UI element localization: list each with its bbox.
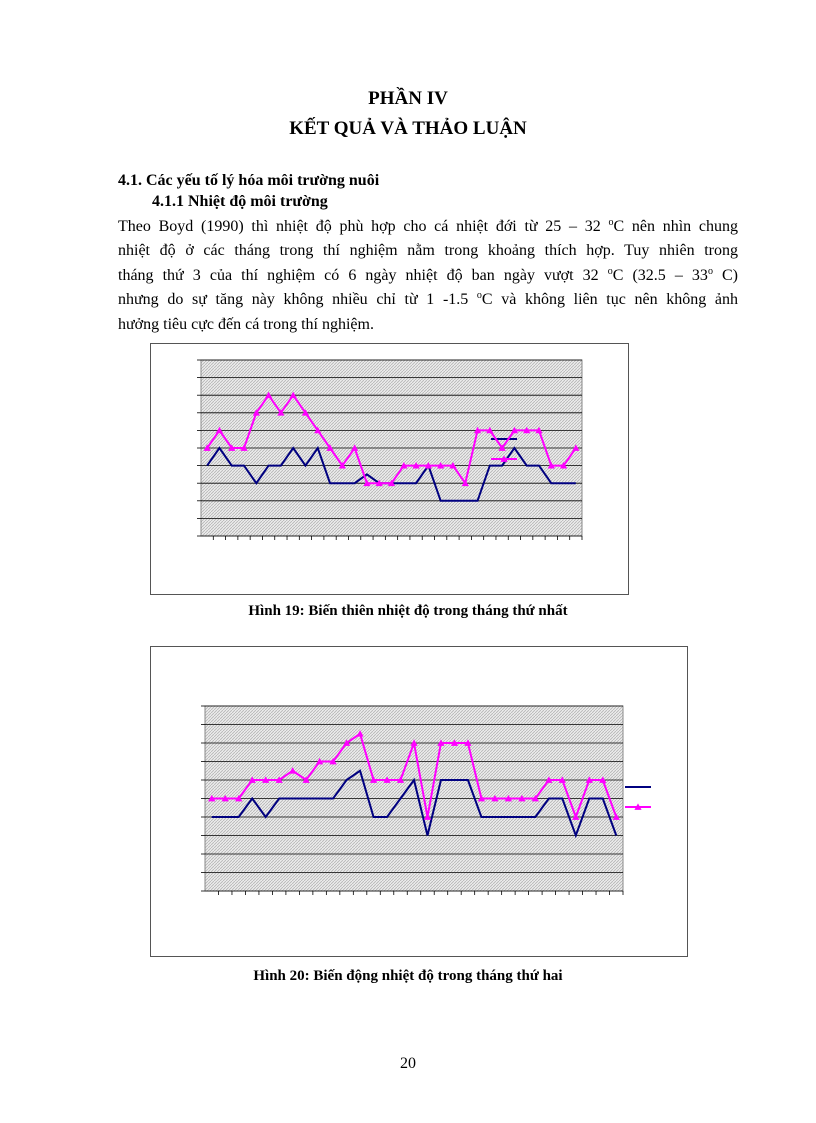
text-run: nhưng do sự tăng này không nhiều chỉ từ 1 -1.5 [118, 291, 477, 309]
degree-mark: o [607, 265, 613, 277]
text-run: C và không liên tục nên không ảnh [481, 291, 738, 309]
text-run: C nên nhìn chung [613, 218, 738, 235]
paragraph-line-2: nhiệt độ ở các tháng trong thí nghiệm nằm trong khoảng thích hợp. Tuy nhiên trong [118, 242, 738, 260]
degree-mark: o [707, 265, 713, 277]
chart-figure-20 [150, 646, 688, 957]
figure-20-caption: Hình 20: Biến động nhiệt độ trong tháng thứ hai [253, 968, 563, 984]
part-title: PHẦN IV [368, 88, 448, 109]
paragraph-line-3 [118, 264, 738, 288]
chart-20-svg [151, 647, 687, 956]
chart-19-svg [151, 344, 628, 594]
subsection-heading: 4.1.1 Nhiệt độ môi trường [152, 193, 328, 210]
text-run: tháng thứ 3 của thí nghiệm có 6 ngày nhiệt độ ban ngày vượt 32 [118, 266, 608, 284]
degree-mark: o [476, 290, 482, 302]
degree-mark: o [608, 217, 614, 228]
body-paragraph [118, 215, 738, 337]
chapter-title: KẾT QUẢ VÀ THẢO LUẬN [289, 118, 527, 139]
text-run: C) [712, 266, 739, 284]
page-number: 20 [400, 1055, 416, 1072]
text-run: C (32.5 – 33 [612, 266, 708, 284]
paragraph-line-4 [118, 288, 738, 312]
figure-19-caption: Hình 19: Biến thiên nhiệt độ trong tháng thứ nhất [248, 603, 568, 619]
section-heading: 4.1. Các yếu tố lý hóa môi trường nuôi [118, 172, 380, 189]
chart-figure-19 [150, 343, 629, 595]
text-run: Theo Boyd (1990) thì nhiệt độ phù hợp cho cá nhiệt đới từ 25 – 32 [118, 218, 609, 235]
paragraph-line-1 [118, 215, 738, 239]
paragraph-line-5: hưởng tiêu cực đến cá trong thí nghiệm. [118, 315, 374, 333]
